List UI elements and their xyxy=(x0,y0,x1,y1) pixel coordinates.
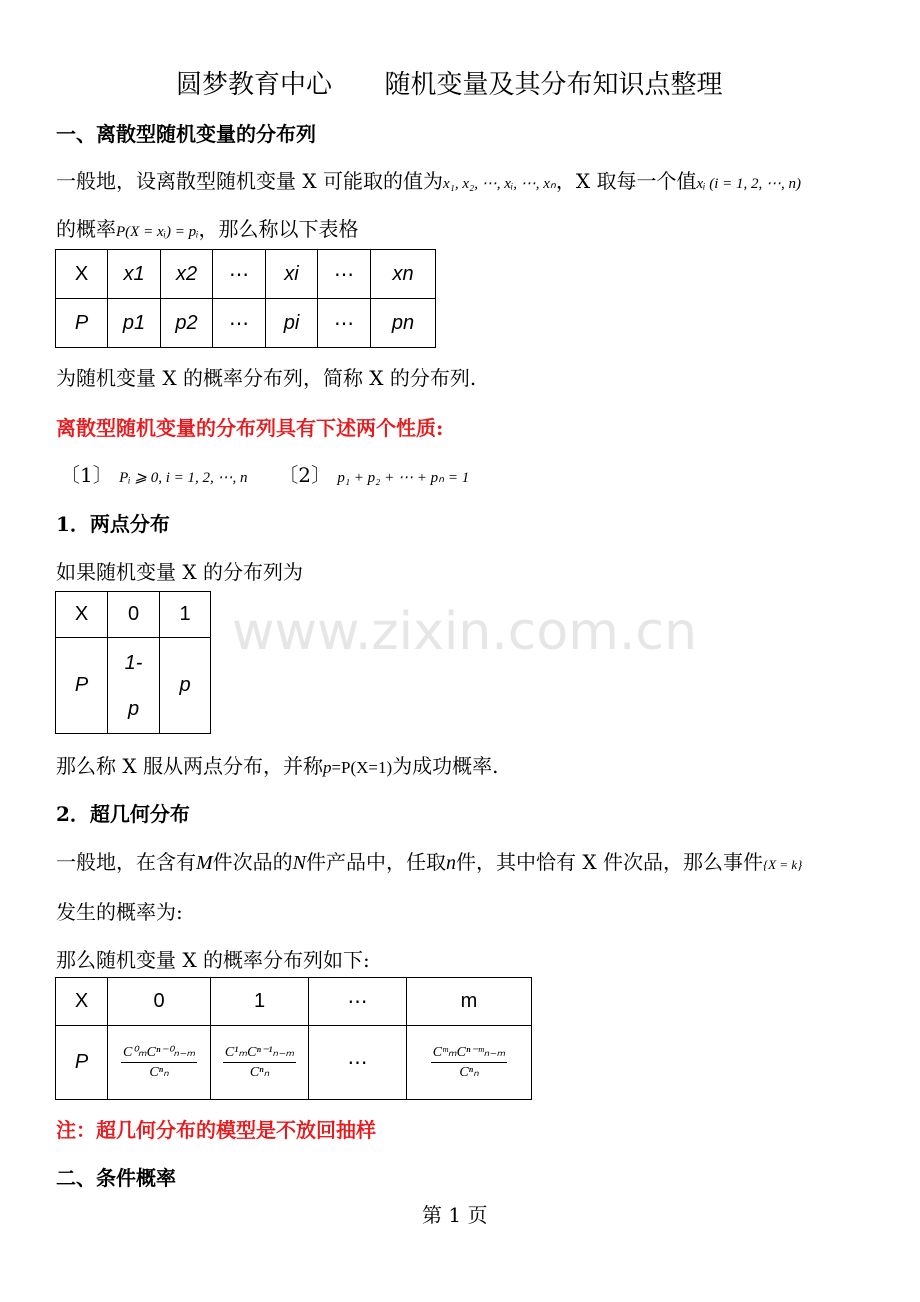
paragraph-probability: 的概率P(X = xᵢ) = pᵢ，那么称以下表格 xyxy=(56,217,359,241)
subsection-hypergeometric: 2．超几何分布 xyxy=(56,802,190,826)
property-2-formula: p₁ + p₂ + ⋯ + pₙ = 1 xyxy=(337,470,470,486)
properties-heading: 离散型随机变量的分布列具有下述两个性质: xyxy=(56,416,444,440)
table-row: X 0 1 ⋯ m xyxy=(56,978,532,1026)
property-1-formula: Pᵢ ⩾ 0, i = 1, 2, ⋯, n xyxy=(119,470,248,486)
two-point-table xyxy=(55,591,211,734)
values-formula: x₁, x₂, ⋯, xᵢ, ⋯, xₙ xyxy=(442,176,556,192)
paragraph-two-point-intro: 如果随机变量 X 的分布列为 xyxy=(56,560,303,584)
properties-line: 〔1〕 Pᵢ ⩾ 0, i = 1, 2, ⋯, n 〔2〕 p₁ + p₂ + ⋯ + pₙ = 1 xyxy=(60,463,470,487)
fraction-cm: $\frac{\text{CᵐₘCⁿ⁻ᵐₙ₋ₘ}}{\text{Cⁿₙ}}$ xyxy=(432,1045,506,1080)
paragraph-probability-is: 发生的概率为: xyxy=(56,900,183,924)
table-row: P p1 p2 ⋯ pi ⋯ pn xyxy=(56,299,436,348)
note-without-replacement: 注：超几何分布的模型是不放回抽样 xyxy=(56,1118,376,1142)
title-center: 圆梦教育中心 xyxy=(176,70,333,100)
hypergeometric-table xyxy=(55,977,532,1100)
paragraph-distribution-below: 那么随机变量 X 的概率分布列如下: xyxy=(56,948,370,972)
table-row: X x1 x2 ⋯ xi ⋯ xn xyxy=(56,250,436,299)
paragraph-two-point-def: 那么称 X 服从两点分布，并称p=P(X=1)为成功概率. xyxy=(56,754,499,778)
page-title xyxy=(176,64,723,101)
subsection-two-point: 1．两点分布 xyxy=(56,512,170,536)
event-formula: {X = k} xyxy=(762,857,803,872)
table-row: P 1- p p xyxy=(56,638,211,734)
title-topic: 随机变量及其分布知识点整理 xyxy=(384,70,723,100)
page-footer: 第 1 页 xyxy=(422,1203,488,1227)
paragraph-discrete-def: 一般地，设离散型随机变量 X 可能取的值为x₁, x₂, ⋯, xᵢ, ⋯, xₙ，X 取每一个值xᵢ (i = 1, 2, ⋯, n) xyxy=(56,169,802,193)
table-row: X 0 1 xyxy=(56,592,211,638)
paragraph-after-table: 为随机变量 X 的概率分布列，简称 X 的分布列. xyxy=(56,366,477,390)
table-row: P $\frac{\text{C⁰ₘCⁿ⁻⁰ₙ₋ₘ}}{\text{Cⁿₙ}}$ $\frac{\text{C¹ₘCⁿ⁻¹ₙ₋ₘ}}{\text{Cⁿₙ}}$ ⋯ $\frac{\text{CᵐₘCⁿ⁻ᵐₙ₋ₘ}}{\text{Cⁿₙ}}$ xyxy=(56,1026,532,1100)
watermark: www.zixin.com.cn xyxy=(232,602,697,662)
each-value-formula: xᵢ (i = 1, 2, ⋯, n) xyxy=(696,176,802,192)
fraction-c0: $\frac{\text{C⁰ₘCⁿ⁻⁰ₙ₋ₘ}}{\text{Cⁿₙ}}$ xyxy=(122,1045,196,1080)
probability-formula: P(X = xᵢ) = pᵢ xyxy=(116,224,199,240)
section-heading-conditional: 二、条件概率 xyxy=(56,1166,176,1190)
section-heading-discrete: 一、离散型随机变量的分布列 xyxy=(56,122,316,146)
paragraph-hypergeometric-def: 一般地，在含有M件次品的N件产品中，任取n件，其中恰有 X 件次品，那么事件{X = k} xyxy=(56,850,803,874)
fraction-c1: $\frac{\text{C¹ₘCⁿ⁻¹ₙ₋ₘ}}{\text{Cⁿₙ}}$ xyxy=(224,1045,295,1080)
distribution-table xyxy=(55,249,436,348)
